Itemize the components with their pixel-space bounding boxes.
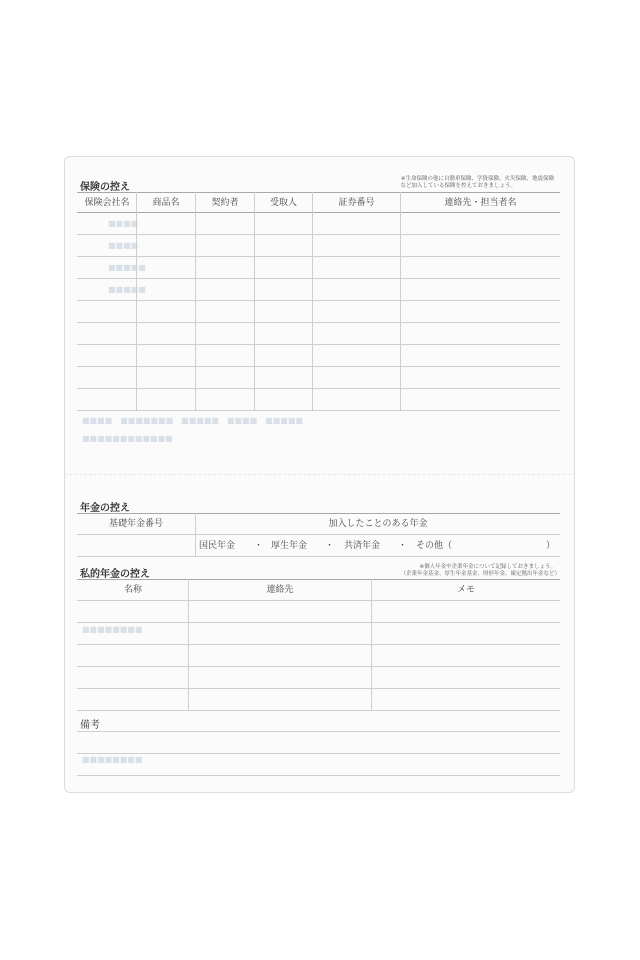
table-row-line — [77, 388, 560, 389]
basic-pension-number-label: 基礎年金番号 — [108, 519, 163, 529]
table-row-line — [77, 366, 560, 367]
table-row-line — [77, 666, 560, 667]
option-separator: ・ — [325, 541, 335, 551]
option-other-close: ） — [546, 541, 556, 551]
table-row-line — [77, 644, 560, 645]
insurance-section-title: 保険の控え — [80, 182, 130, 193]
table-row-line — [77, 600, 560, 601]
option-national-pension: 国民年金 — [199, 541, 236, 551]
insurance-note-line1: ※生命保険の他に自動車保険、学資保険、火災保険、地震保険 — [400, 176, 554, 182]
option-separator: ・ — [254, 541, 264, 551]
option-separator: ・ — [398, 541, 408, 551]
remarks-line — [77, 731, 560, 732]
insurance-note-line2: など加入している保険を控えておきましょう。 — [400, 183, 516, 189]
table-rule — [77, 579, 560, 580]
table-row-line — [77, 534, 560, 535]
private-pension-header-contact: 連絡先 — [266, 585, 294, 595]
table-col-line — [254, 192, 255, 410]
remarks-label: 備考 — [80, 720, 100, 731]
insurance-header-product: 商品名 — [152, 198, 180, 208]
table-row-line — [77, 322, 560, 323]
table-row-line — [77, 688, 560, 689]
joined-pension-label: 加入したことのある年金 — [328, 519, 428, 529]
pension-section-title: 年金の控え — [80, 503, 130, 514]
table-rule — [77, 212, 560, 213]
table-row-line — [77, 622, 560, 623]
table-row-line — [77, 256, 560, 257]
insurance-header-contact: 連絡先・担当者名 — [444, 198, 517, 208]
remarks-line — [77, 775, 560, 776]
remarks-line — [77, 753, 560, 754]
table-row-line — [77, 300, 560, 301]
table-row-line — [77, 234, 560, 235]
table-col-line — [136, 192, 137, 410]
insurance-header-company: 保険会社名 — [84, 198, 130, 208]
table-col-line — [400, 192, 401, 410]
table-col-line — [371, 579, 372, 710]
table-row-line — [77, 410, 560, 411]
insurance-header-contractor: 契約者 — [211, 198, 239, 208]
table-rule — [77, 513, 560, 514]
table-row-line — [77, 556, 560, 557]
table-col-line — [195, 192, 196, 410]
table-row-line — [77, 710, 560, 711]
option-mutual-aid-pension: 共済年金 — [344, 541, 381, 551]
option-other: その他（ — [416, 541, 453, 551]
option-employee-pension: 厚生年金 — [271, 541, 308, 551]
insurance-header-policy-number: 証券番号 — [338, 198, 375, 208]
private-pension-header-name: 名称 — [123, 585, 142, 595]
page-fold-line — [64, 474, 575, 475]
table-col-line — [195, 513, 196, 556]
table-row-line — [77, 344, 560, 345]
insurance-header-beneficiary: 受取人 — [269, 198, 297, 208]
table-row-line — [77, 278, 560, 279]
table-col-line — [188, 579, 189, 710]
table-col-line — [312, 192, 313, 410]
private-pension-header-memo: メモ — [456, 585, 475, 595]
table-rule — [77, 192, 560, 193]
private-pension-note-line2: （企業年金基金、厚生年金基金、財形年金、確定拠出年金など） — [400, 571, 560, 577]
private-pension-note-line1: ※個人年金や企業年金について記録しておきましょう。 — [419, 564, 556, 570]
private-pension-section-title: 私的年金の控え — [80, 569, 150, 580]
